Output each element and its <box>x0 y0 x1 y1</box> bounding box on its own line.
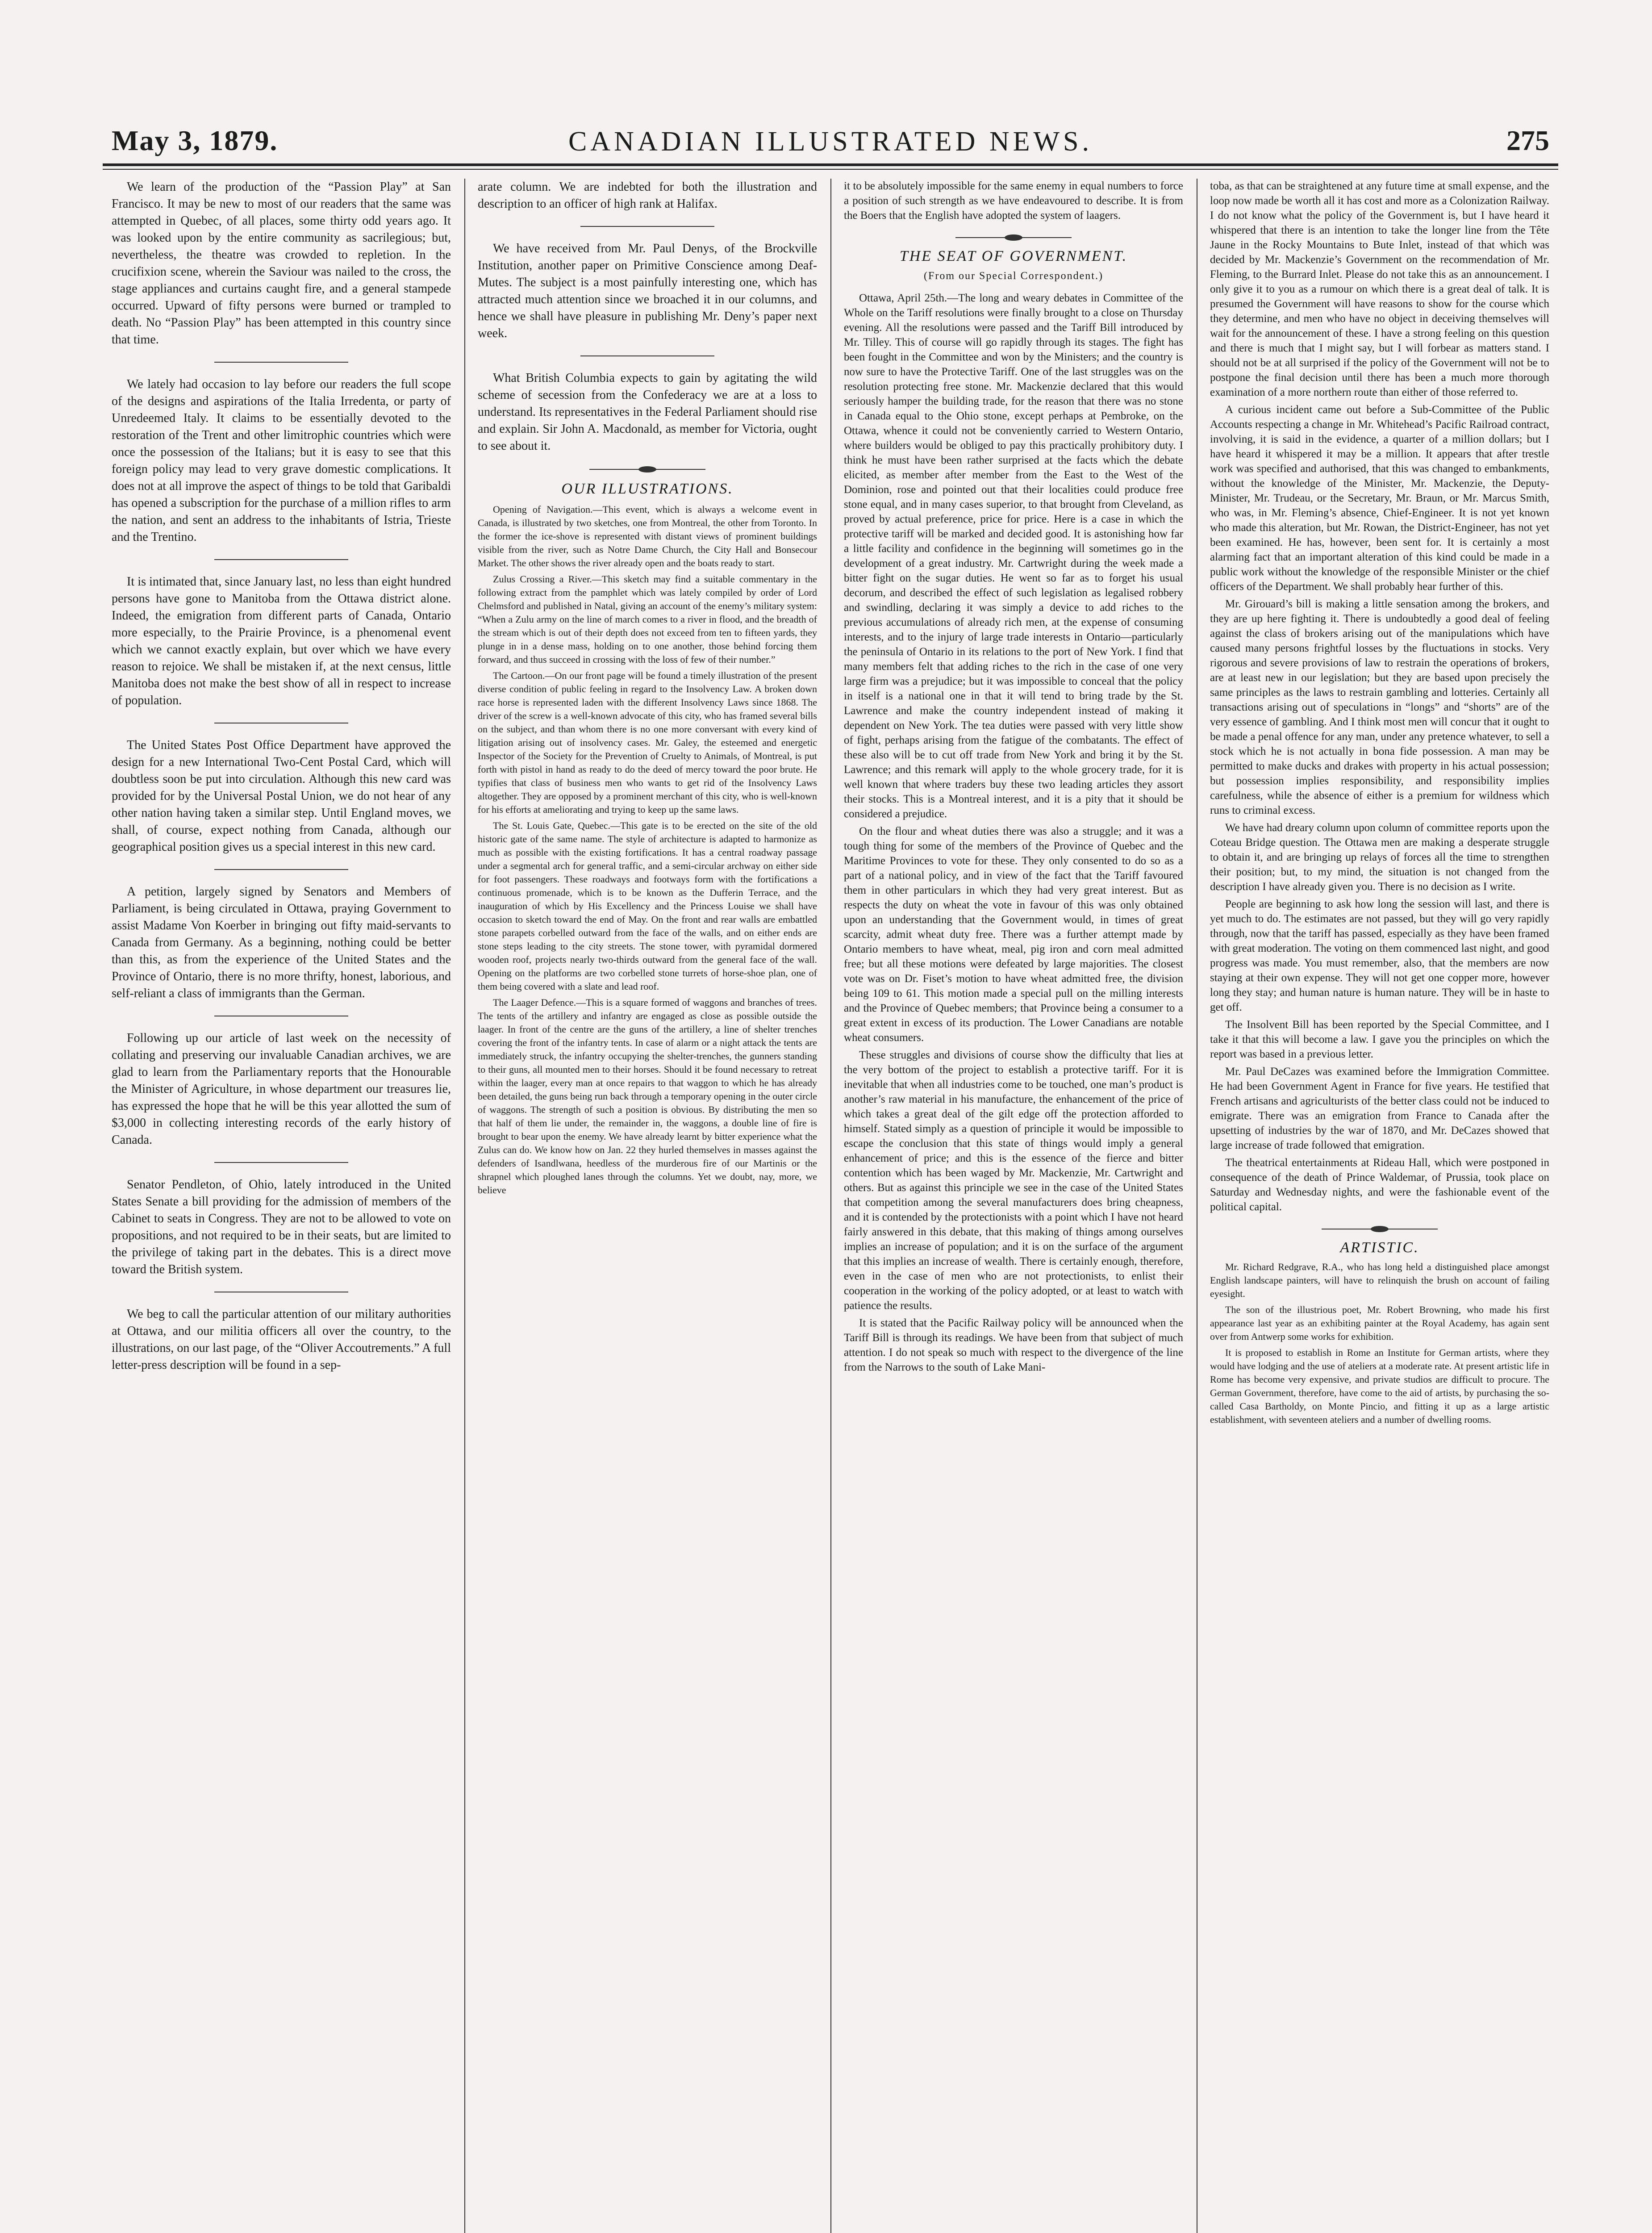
article-paragraph: The Insolvent Bill has been reported by the Special Committee, and I take it that this will become a law. I gave you the principles on which the report was based in a previous letter. <box>1210 1019 1549 1060</box>
section-rule <box>214 559 348 560</box>
article-paragraph: These struggles and divisions of course show the difficulty that lies at the very bottom of the project to establish a protective tariff. For it is inevitable that when all industries come to be touched, one man’s product is another’s raw material in his manufacture, the enhancement of the price of which takes a great deal of the gilt edge off the protection afforded to himself. Stated simply as a question of principle it would be impossible to escape the conclusion that this state of things would imply a general enhancement of price; and this is the essence of the fierce and bitter contention which has been waged by Mr. Mackenzie, Mr. Cartwright and others. But as against this principle we see in the case of the United States that competition among the several manufacturers does bring cheapness, and it is contended by the protectionists with a point which I have not heard fairly answered in this debate, that this making of things among ourselves implies an increase of population; and it is on the surface of the argument that this implies an increase of wealth. There is certainly enough, therefore, even in the case of men who are not protectionists, to enlist their cooperation in the working of the policy adopted, or at least to watch with patience the results. <box>844 1049 1183 1312</box>
column-4 <box>1210 179 1549 2233</box>
masthead-rule-thin <box>103 169 1558 170</box>
page-number: 275 <box>1506 125 1549 156</box>
article-paragraph: What British Columbia expects to gain by agitating the wild scheme of secession from the Confederacy we are at a loss to understand. Its representatives in the Federal Parliament should rise and explain. Sir John A. Macdonald, as member for Victoria, ought to see about it. <box>478 371 817 453</box>
column-2 <box>478 179 817 2233</box>
article-paragraph: arate column. We are indebted for both the illustration and description to an officer of high rank at Halifax. <box>478 180 817 211</box>
issue-date: May 3, 1879. <box>112 125 278 156</box>
article-paragraph: People are beginning to ask how long the session will last, and there is yet much to do. The estimates are not passed, but they will go very rapidly through, now that the tariff has passed, especially as they have been framed with great moderation. The voting on them commenced last night, and good progress was made. You must remember, also, that the members are now staying at their own expense. They will not get one copper more, however long they stay; and human nature is human nature. They will be in haste to get off. <box>1210 898 1549 1013</box>
column-1 <box>112 179 451 2233</box>
article-paragraph: The St. Louis Gate, Quebec.—This gate is to be erected on the site of the old historic gate of the same name. The style of architecture is adapted to harmonize as much as possible with the existing fortifications. It has a central roadway passage under a segmental arch for general traffic, and a semi-circular archway on either side for foot passengers. These roadways and footways form with the fortifications a continuous promenade, which is to be known as the Dufferin Terrace, and the inauguration of which by His Excellency and the Princess Louise we shall have occasion to sketch toward the end of May. On the front and rear walls are embattled stone parapets corbelled outward from the face of the walls, and on either ends are stone steps leading to the city streets. The stone tower, with pyramidal dormered wooden roof, projects nearly two-thirds outward from the general face of the wall. Opening on the platforms are two corbelled stone turrets of horse-shoe plan, one of them being covered with a slate and lead roof. <box>478 820 817 992</box>
article-paragraph: Opening of Navigation.—This event, which is always a welcome event in Canada, is illustrated by two sketches, one from Montreal, the other from Toronto. In the former the ice-shove is represented with distant views of prominent buildings visible from the river, such as Notre Dame Church, the City Hall and Bonsecour Market. The other shows the river already open and the boats ready to start. <box>478 504 817 569</box>
column-divider <box>464 179 465 2233</box>
article-paragraph: Zulus Crossing a River.—This sketch may find a suitable commentary in the following extract from the pamphlet which was lately compiled by order of Lord Chelmsford and published in Natal, giving an account of the enemy’s military system: “When a Zulu army on the line of march comes to a river in flood, and the breadth of the stream which is out of their depth does not exceed from ten to fifteen yards, they plunge in in a dense mass, holding on to one another, those behind forcing them forward, and thus succeed in crossing with the loss of few of their number.” <box>478 573 817 665</box>
article-paragraph: A curious incident came out before a Sub-Committee of the Public Accounts respecting a change in Mr. Whitehead’s Pacific Railroad contract, involving, it is said in the evidence, a quarter of a million dollars; but I have heard it whispered it may be a million. It appears that after trestle work was specified and authorised, that this was changed to embankments, without the knowledge of the Minister, Mr. Mackenzie, the Deputy-Minister, Mr. Trudeau, or the Secretary, Mr. Braun, or Mr. Marcus Smith, who was, in Mr. Fleming’s absence, Chief-Engineer. It is not yet known who made this alteration, but Mr. Rowan, the District-Engineer, has not yet been examined. He has, however, been sent for. It is certainly a most alarming fact that an important alteration of this kind could be made in a public work without the knowledge of the responsible Minister or the chief officers of the Department. We shall probably hear further of this. <box>1210 404 1549 593</box>
article-paragraph: We have had dreary column upon column of committee reports upon the Coteau Bridge question. The Ottawa men are making a desperate struggle to obtain it, and are bringing up relays of forces all the time to strengthen their position; but, to my mind, the situation is not changed from the description I have already given you. There is no decision as I write. <box>1210 822 1549 893</box>
article-paragraph: We lately had occasion to lay before our readers the full scope of the designs and aspirations of the Italia Irredenta, or party of Unredeemed Italy. It claims to be essentially devoted to the restoration of the Trent and other limitrophic countries which were once the possession of the Italians; but it is easy to see that this foreign policy may lead to very grave domestic complications. It does not at all improve the aspect of things to be told that Garibaldi has opened a subscription for the purchase of a million rifles to arm the nation, and sent an address to the inhabitants of Istria, Trieste and the Trentino. <box>112 377 451 544</box>
section-heading: THE SEAT OF GOVERNMENT. <box>899 248 1128 264</box>
masthead <box>103 120 1558 160</box>
article-paragraph: We learn of the production of the “Passion Play” at San Francisco. It may be new to most of our readers that the same was attempted in Quebec, of all places, some thirty odd years ago. It was looked upon by the entire community as sacrilegious; but, nevertheless, the theatre was crowded to repletion. In the crucifixion scene, wherein the Saviour was nailed to the cross, the stage appliances and curtains caught fire, and a general stampede occurred. Upward of fifty persons were burned or trampled to death. No “Passion Play” has been attempted in this country since that time. <box>112 180 451 347</box>
article-paragraph: The son of the illustrious poet, Mr. Robert Browning, who made his first appearance last year as an exhibiting painter at the Royal Academy, has again sent over from Antwerp some works for exhibition. <box>1210 1304 1549 1342</box>
article-paragraph: We have received from Mr. Paul Denys, of the Brockville Institution, another paper on Primitive Conscience among Deaf-Mutes. The subject is a most painfully interesting one, which has attracted much attention since we broached it in our columns, and hence we shall have pleasure in publishing Mr. Deny’s paper next week. <box>478 242 817 340</box>
article-paragraph: The Cartoon.—On our front page will be found a timely illustration of the present diverse condition of public feeling in regard to the Insolvency Law. A broken down race horse is represented laden with the different Insolvency Laws since 1868. The driver of the screw is a well-known advocate of this city, who has framed several bills on the subject, and than whom there is no one more conversant with every kind of litigation arising out of insolvency cases. Mr. Galey, the esteemed and energetic Inspector of the Society for the Prevention of Cruelty to Animals, of Montreal, is put forth with pistol in hand as ready to do the deed of mercy toward the poor brute. He typifies that class of business men who wants to get rid of the Insolvency Laws altogether. They are opposed by a prominent merchant of this city, who is well-known for his efforts at ameliorating and trying to keep up the same laws. <box>478 670 817 815</box>
section-rule <box>214 362 348 363</box>
article-paragraph: It is stated that the Pacific Railway policy will be announced when the Tariff Bill is through its readings. We have been from that subject of much attention. I do not speak so much with respect to the divergence of the line from the Narrows to the south of Lake Mani- <box>844 1317 1183 1373</box>
article-paragraph: It is proposed to establish in Rome an Institute for German artists, where they would have lodging and the use of ateliers at a moderate rate. At present artistic life in Rome has become very expensive, and private studios are difficult to procure. The German Government, therefore, have come to the aid of artists, by purchasing the so-called Casa Bartholdy, on Monte Pincio, and fitting it up as a large artistic establishment, with seventeen ateliers and a number of dwelling rooms. <box>1210 1347 1549 1425</box>
article-paragraph: it to be absolutely impossible for the same enemy in equal numbers to force a position of such strength as we have endeavoured to describe. It is from the Boers that the English have adopted the system of laagers. <box>844 180 1183 222</box>
newspaper-title: CANADIAN ILLUSTRATED NEWS. <box>568 126 1093 157</box>
masthead-rule <box>103 163 1558 166</box>
section-heading: OUR ILLUSTRATIONS. <box>561 481 734 497</box>
section-rule <box>580 226 714 227</box>
column-3 <box>844 179 1183 2233</box>
column-divider <box>830 179 831 2233</box>
article-paragraph: A petition, largely signed by Senators and Members of Parliament, is being circulated in Ottawa, praying Government to assist Madame Von Koerber in bringing out fifty maid-servants to Canada from Germany. As a beginning, nothing could be better than this, as from the experience of the United States and the Province of Ontario, there is no more thrifty, honest, laborious, and self-reliant a class of immigrants than the German. <box>112 885 451 1000</box>
byline: (From our Special Correspondent.) <box>924 270 1103 282</box>
article-paragraph: Senator Pendleton, of Ohio, lately introduced in the United States Senate a bill providing for the admission of members of the Cabinet to seats in Congress. They are not to be allowed to vote on propositions, and not required to be in their seats, but are limited to the privilege of taking part in the debates. This is a direct move toward the British system. <box>112 1178 451 1276</box>
ornamental-rule <box>589 466 705 473</box>
article-paragraph: Mr. Paul DeCazes was examined before the Immigration Committee. He had been Government Agent in France for five years. He testified that French artisans and agriculturists of the better class could not be induced to emigrate. There was an emigration from France to Canada after the upsetting of industries by the war of 1870, and Mr. DeCazes showed that large increase of trade followed that emigration. <box>1210 1066 1549 1151</box>
article-paragraph: Mr. Richard Redgrave, R.A., who has long held a distinguished place amongst English landscape painters, will have to relinquish the brush on account of failing eyesight. <box>1210 1261 1549 1299</box>
article-paragraph: The Laager Defence.—This is a square formed of waggons and branches of trees. The tents of the artillery and infantry are engaged as close as possible outside the laager. In front of the centre are the guns of the artillery, a line of shelter trenches covering the front of the infantry tents. In case of alarm or a night attack the tents are immediately struck, the infantry occupying the shelter-trenches, the gunners standing to their guns, all mounted men to their horses. Should it be found necessary to retreat within the laager, every man at once repairs to that waggon to which he has already been detailed, the guns being run back through a temporary opening in the outer circle of waggons. The strength of such a position is obvious. By distributing the men so that half of them lie under, the remainder in, the waggons, a double line of fire is brought to bear upon the enemy. We have already learnt by bitter experience what the Zulus can do. We know how on Jan. 22 they hurled themselves in masses against the defenders of Isandlwana, heedless of the murderous fire of our Martinis or the shrapnel which ploughed lanes through the columns. Yet we doubt, nay, more, we believe <box>478 997 817 1196</box>
article-paragraph: The theatrical entertainments at Rideau Hall, which were postponed in consequence of the death of Prince Waldemar, of Prussia, took place on Saturday and Wednesday nights, and were the fashionable event of the political capital. <box>1210 1157 1549 1213</box>
article-paragraph: On the flour and wheat duties there was also a struggle; and it was a tough thing for some of the members of the Province of Quebec and the Maritime Provinces to vote for these. They only consented to do so as a part of a national policy, and in view of the fact that the Tariff favoured them in other particulars in which they had very great interest. But as respects the duty on wheat the vote in favour of this was only obtained upon an understanding that the Government would, in times of great scarcity, admit wheat duty free. There was a further attempt made by Ontario members to have wheat, meal, pig iron and corn meal admitted free; but all these motions were defeated by large majorities. The closest vote was on Dr. Fiset’s motion to have wheat admitted free, the division being 109 to 61. This motion made a special pull on the milling interests and the Province of Quebec members; that Province being a consumer to a great extent in excess of its production. The Lower Canadians are notable wheat consumers. <box>844 825 1183 1044</box>
section-heading: ARTISTIC. <box>1340 1239 1419 1256</box>
article-paragraph: toba, as that can be straightened at any future time at small expense, and the loop now made be worth all it has cost and more as a Colonization Railway. I do not know what the policy of the Government is, but I have heard it whispered that there is an intention to take the longer line from the Tête Jaune in the Rocky Mountains to Bute Inlet, instead of that which was decided by Mr. Mackenzie’s Government on the recommendation of Mr. Fleming, to the Burrard Inlet. Please do not take this as an announcement. I only give it to you as a rumour on which there is a great deal of talk. It is presumed the Government will have reasons to show for the course which they determine, and men who have no object in deceiving themselves will wait for the announcement of these. I have a strong feeling on this question and there is much that I might say, but I will forbear as matters stand. I should not be at all surprised if the policy of the Government will not be to postpone the final decision until there has been a much more thorough examination of a more northern route than either of those referred to. <box>1210 180 1549 398</box>
ornamental-rule <box>1322 1226 1438 1232</box>
article-paragraph: Mr. Girouard’s bill is making a little sensation among the brokers, and they are up here fighting it. There is undoubtedly a good deal of feeling against the class of brokers arising out of the manipulations which have caused many persons frightful losses by the fluctuations in stocks. Very rigorous and severe provisions of law to restrain the operations of brokers, are at least new in our legislation; but they are based upon precisely the same principles as the laws to restrain gambling and lotteries. Certainly all transactions arising out of speculations in “longs” and “shorts” are of the very essence of gambling. And I think most men will concur that it ought to be made a penal offence for any man, under any pretence whatever, to sell a stock which he is not actually in bona fide possession. A man may be permitted to make ducks and drakes with property in his actual possession; but possession implies responsibility, and responsibility implies carefulness, while the absence of either is a premium for wildness which runs to criminal excess. <box>1210 598 1549 816</box>
article-paragraph: The United States Post Office Department have approved the design for a new International Two-Cent Postal Card, which will doubtless soon be put into circulation. Although this new card was provided for by the Universal Postal Union, we do not hear of any other nation having taken a similar step. Until England moves, we shall, of course, expect nothing from Canada, although our geographical position gives us a special interest in this new card. <box>112 738 451 854</box>
article-paragraph: Following up our article of last week on the necessity of collating and preserving our invaluable Canadian archives, we are glad to learn from the Parliamentary reports that the Honourable the Minister of Agriculture, in whose department our treasures lie, has expressed the hope that he will be this year allotted the sum of $3,000 in collecting interesting records of the early history of Canada. <box>112 1031 451 1147</box>
section-rule <box>580 355 714 356</box>
article-paragraph: Ottawa, April 25th.—The long and weary debates in Committee of the Whole on the Tariff resolutions were finally brought to a close on Thursday evening. All the resolutions were passed and the Tariff Bill introduced by Mr. Tilley. This of course will go rapidly through its stages. The fight has been fought in the Committee and won by the Ministers; and the country is now sure to have the Protective Tariff. One of the last struggles was on the resolution protecting free stone. Mr. Mackenzie declared that this would seriously hamper the building trade, for the reason that there was no stone in Canada equal to the Ohio stone, except perhaps at Pembroke, on the Ottawa, whence it could not be conveniently carried to Western Ontario, where builders would be obliged to pay this practically prohibitory duty. I think he must have been rather surprised at the facts which the debate elicited, as member after member from the East to the West of the Dominion, rose and pointed out that their localities could produce free stone equal, and in many cases superior, to that brought from Cleveland, as proved by actual preference, price for price. Here is a case in which the protective tariff will be marked and decided good. It is astonishing how far a little facility and confidence in the beginning will sometimes go in the development of a great industry. Mr. Cartwright during the week made a bitter fight on the sugar duties. He went so far as to forget his usual decorum, and described the effect of such legislation as legalised robbery and swindling, declaring it was simply a device to add riches to the previous accumulations of already rich men, at the expense of consuming interests, and to the injury of large trade interests in Ontario—particularly the peninsula of Ontario in its relations to the port of New York. I find that many members felt that adding riches to the rich in the case of one very large firm was a prejudice; but it was impossible to conceal that the policy in itself is a national one in that it will tend to bring trade by the St. Lawrence and make the country independent instead of making it dependent on New York. The tea duties were passed with very little show of fight, perhaps arising from the fatigue of the combatants. The effect of these also will be to cut off trade from New York and bring it by the St. Lawrence; and this remark will apply to the whole grocery trade, for it is well known that where traders buy these two leading articles they assort their stocks. This is a Montreal interest, and it is a pity that it should be considered a prejudice. <box>844 292 1183 820</box>
section-rule <box>214 1162 348 1163</box>
article-paragraph: We beg to call the particular attention of our military authorities at Ottawa, and our militia officers all over the country, to the illustrations, on our last page, of the “Oliver Accoutrements.” A full letter-press description will be found in a sep- <box>112 1307 451 1372</box>
article-paragraph: It is intimated that, since January last, no less than eight hundred persons have gone to Manitoba from the Ottawa district alone. Indeed, the emigration from different parts of Canada, Ontario more especially, to the Prairie Province, is a phenomenal event which we cannot exactly explain, but over which we have every reason to rejoice. We shall be mistaken if, at the next census, little Manitoba does not make the best show of all in respect to increase of population. <box>112 575 451 707</box>
ornamental-rule <box>955 234 1072 241</box>
section-rule <box>214 869 348 870</box>
